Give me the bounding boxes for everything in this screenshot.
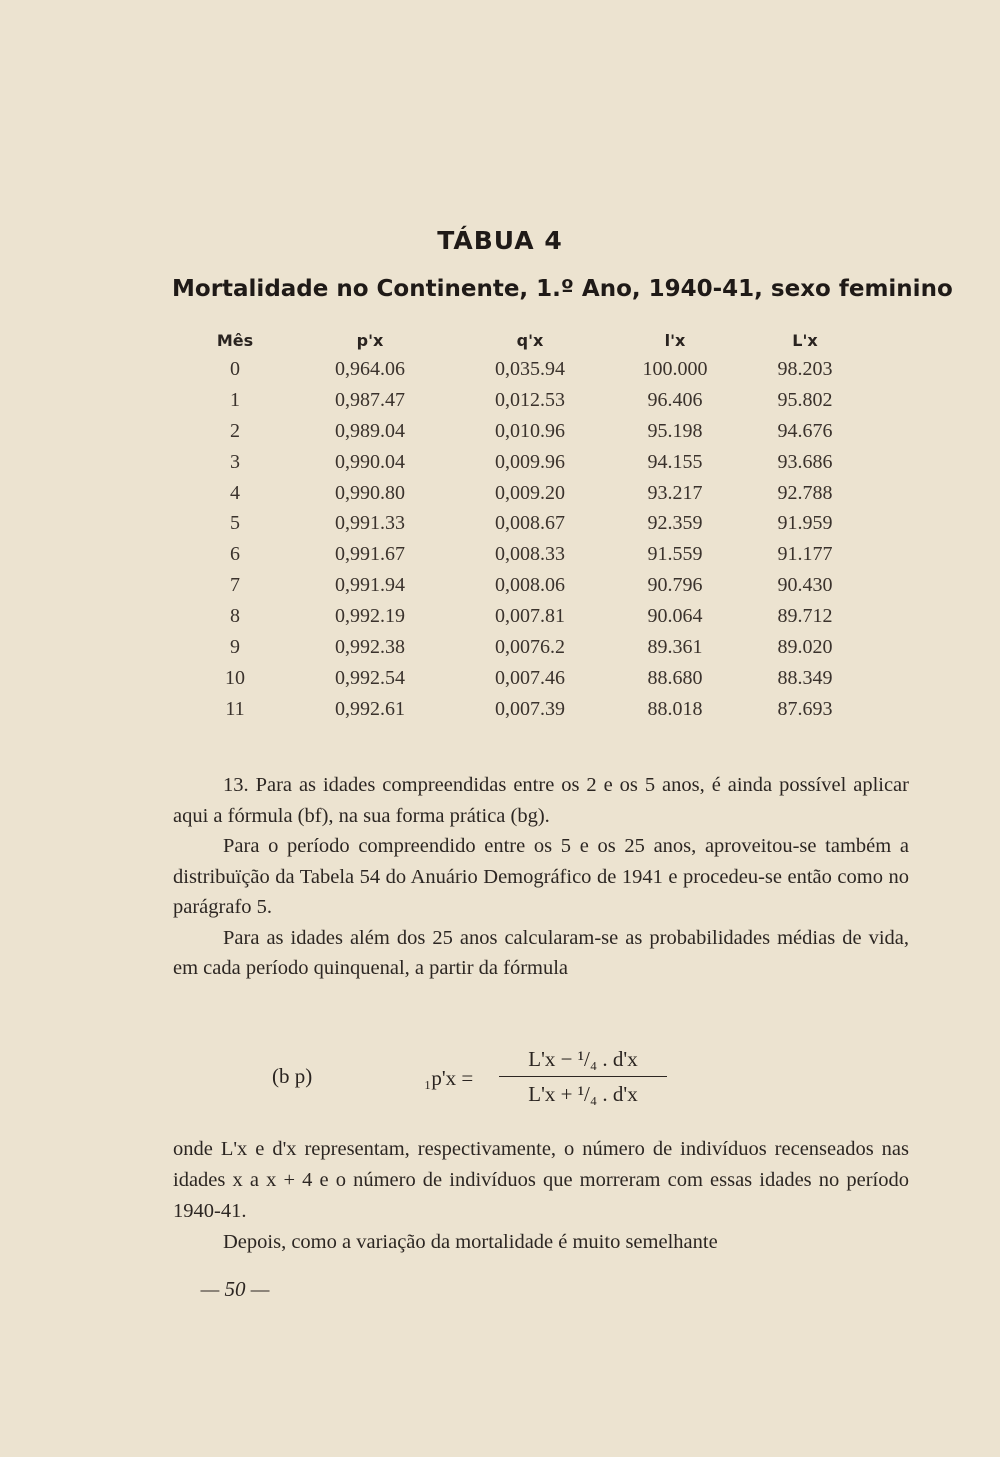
table-header-row — [180, 326, 870, 354]
formula-label: (b p) — [272, 1064, 313, 1088]
table-row — [180, 416, 870, 447]
table-cell: 0,990.80 — [335, 481, 405, 504]
table-cell: 0,008.06 — [495, 574, 565, 597]
formula-bp — [272, 1044, 692, 1114]
formula-fraction — [499, 1044, 667, 1109]
table-subtitle: Mortalidade no Continente, 1.º Ano, 1940-41, sexo feminino — [172, 276, 953, 302]
table-cell: 0,0076.2 — [495, 635, 565, 658]
table-cell: 10 — [225, 666, 245, 689]
table-cell: 94.676 — [777, 419, 833, 442]
table-cell: 95.198 — [647, 419, 703, 442]
table-row — [180, 354, 870, 385]
table-cell: 91.959 — [777, 512, 833, 535]
table-cell: 8 — [230, 605, 240, 628]
table-cell: 0,992.61 — [335, 697, 405, 720]
table-cell: 0,007.39 — [495, 697, 565, 720]
table-cell: 0,992.38 — [335, 635, 405, 658]
table-cell: 92.788 — [777, 481, 833, 504]
table-cell: 6 — [230, 543, 240, 566]
table-cell: 93.217 — [647, 481, 703, 504]
body-text-upper — [173, 770, 909, 984]
table-cell: 0,989.04 — [335, 419, 405, 442]
table-row — [180, 570, 870, 601]
table-cell: 5 — [230, 512, 240, 535]
table-row — [180, 447, 870, 478]
paragraph-depois: Depois, como a variação da mortalidade é muito semelhante — [223, 1231, 718, 1253]
table-cell: 1 — [230, 388, 240, 411]
table-cell: 89.361 — [647, 635, 703, 658]
table-cell: 2 — [230, 419, 240, 442]
table-cell: 91.177 — [777, 543, 833, 566]
table-cell: 88.018 — [647, 697, 703, 720]
table-row — [180, 694, 870, 725]
table-cell: 0,009.20 — [495, 481, 565, 504]
table-cell: 11 — [225, 697, 245, 720]
body-text-lower — [173, 1134, 909, 1258]
table-row — [180, 478, 870, 509]
table-cell: 0,010.96 — [495, 419, 565, 442]
table-cell: 88.680 — [647, 666, 703, 689]
table-cell: 0 — [230, 357, 240, 380]
header-Lx: L'x — [792, 330, 818, 350]
table-cell: 4 — [230, 481, 240, 504]
table-cell: 0,007.81 — [495, 605, 565, 628]
table-cell: 98.203 — [777, 357, 833, 380]
table-row — [180, 508, 870, 539]
table-cell: 89.712 — [777, 605, 833, 628]
paragraph-period-5-25: Para o período compreendido entre os 5 e os 25 anos, aproveitou-se também a distribuïção da Tabela 54 do Anuário Demográfico de 1941 e procedeu-se então como no parágrafo 5. — [173, 835, 909, 918]
header-lx: l'x — [664, 330, 686, 350]
table-cell: 87.693 — [777, 697, 833, 720]
table-cell: 0,991.67 — [335, 543, 405, 566]
table-cell: 0,008.67 — [495, 512, 565, 535]
table-cell: 0,008.33 — [495, 543, 565, 566]
table-cell: 0,007.46 — [495, 666, 565, 689]
table-cell: 92.359 — [647, 512, 703, 535]
table-cell: 90.796 — [647, 574, 703, 597]
table-cell: 0,992.54 — [335, 666, 405, 689]
formula-denominator: L'x + ¹/₄ . d'x — [528, 1082, 638, 1106]
table-row — [180, 632, 870, 663]
table-cell: 88.349 — [777, 666, 833, 689]
table-cell: 0,991.33 — [335, 512, 405, 535]
table-row — [180, 539, 870, 570]
table-cell: 90.064 — [647, 605, 703, 628]
table-cell: 94.155 — [647, 450, 703, 473]
paragraph-above-25: Para as idades além dos 25 anos calcularam-se as probabilidades médias de vida, em cada período quinquenal, a partir da fórmula — [173, 926, 909, 979]
table-cell: 0,987.47 — [335, 388, 405, 411]
table-cell: 9 — [230, 635, 240, 658]
table-row — [180, 663, 870, 694]
table-cell: 91.559 — [647, 543, 703, 566]
table-row — [180, 601, 870, 632]
table-row — [180, 385, 870, 416]
table-cell: 0,990.04 — [335, 450, 405, 473]
page-number: — 50 — — [200, 1277, 270, 1301]
paragraph-13: 13. Para as idades compreendidas entre os 2 e os 5 anos, é ainda possível aplicar aqui a fórmula (bf), na sua forma prática (bg). — [173, 774, 909, 827]
page-title: TÁBUA 4 — [437, 226, 563, 255]
table-cell: 89.020 — [777, 635, 833, 658]
table-cell: 93.686 — [777, 450, 833, 473]
table-cell: 0,964.06 — [335, 357, 405, 380]
formula-lhs: ₁p'x = — [424, 1066, 474, 1090]
table-cell: 96.406 — [647, 388, 703, 411]
table-cell: 0,035.94 — [495, 357, 565, 380]
table-cell: 0,992.19 — [335, 605, 405, 628]
table-cell: 90.430 — [777, 574, 833, 597]
table-cell: 0,009.96 — [495, 450, 565, 473]
fraction-bar — [499, 1076, 667, 1077]
header-px: p'x — [356, 330, 384, 350]
header-mes: Mês — [216, 330, 254, 350]
paragraph-onde: onde L'x e d'x representam, respectivamente, o número de indivíduos recenseados nas idades x a x + 4 e o número de indivíduos que morreram com essas idades no período 1940-41. — [173, 1138, 909, 1222]
table-cell: 0,012.53 — [495, 388, 565, 411]
table-cell: 7 — [230, 574, 240, 597]
header-qx: q'x — [516, 330, 544, 350]
formula-numerator: L'x − ¹/₄ . d'x — [528, 1047, 638, 1071]
table-cell: 95.802 — [777, 388, 833, 411]
mortality-table — [180, 326, 870, 725]
table-cell: 0,991.94 — [335, 574, 405, 597]
table-cell: 3 — [230, 450, 240, 473]
table-cell: 100.000 — [642, 357, 708, 380]
